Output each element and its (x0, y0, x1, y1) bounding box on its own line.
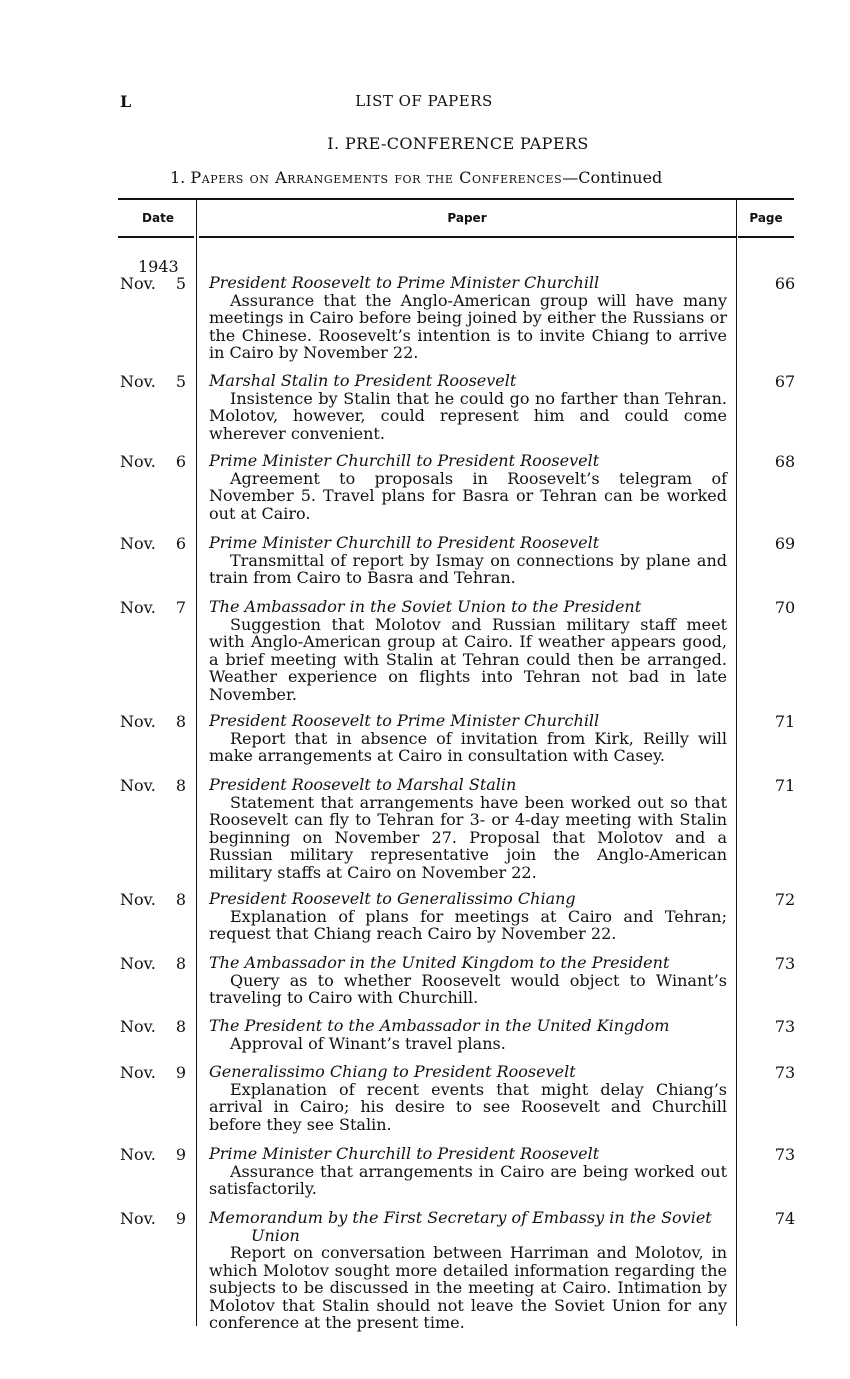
entry-date (120, 1017, 186, 1036)
page-folio: L (120, 92, 132, 111)
entry-date (120, 598, 186, 617)
entry-page-number: 73 (774, 1145, 796, 1164)
entry-paper (209, 1017, 727, 1052)
entry-date (120, 1063, 186, 1082)
entry-month: Nov. (120, 712, 156, 731)
entry-summary: Transmittal of report by Ismay on connections by plane and train from Cairo to Basra and Tehran. (209, 550, 727, 587)
header-rule-paper (199, 236, 736, 238)
entry-page-number: 71 (774, 776, 796, 795)
entry-summary: Query as to whether Roosevelt would object to Winant’s traveling to Cairo with Churchill. (209, 970, 727, 1007)
entry-page-number: 69 (774, 534, 796, 553)
entry-date (120, 1209, 186, 1228)
entry-month: Nov. (120, 776, 156, 795)
column-header-page: Page (749, 211, 783, 225)
column-divider-right (736, 200, 737, 1326)
entry-paper (209, 776, 727, 881)
entry-page-number: 73 (774, 1063, 796, 1082)
entry-month: Nov. (120, 1063, 156, 1082)
entry-summary: Approval of Winant’s travel plans. (230, 1033, 506, 1053)
entry-page-number: 72 (774, 890, 796, 909)
entry-date (120, 274, 186, 293)
table-top-rule (118, 198, 794, 200)
subsection-name: Papers on Arrangements for the Conferences (190, 168, 563, 187)
entry-title: Prime Minister Churchill to President Roosevelt (209, 533, 600, 552)
column-header-paper: Paper (447, 211, 487, 225)
entry-title: The Ambassador in the Soviet Union to the President (209, 597, 642, 616)
entry-title: The Ambassador in the United Kingdom to the President (209, 953, 670, 972)
entry-summary: Statement that arrangements have been worked out so that Roosevelt can fly to Tehran for 3- or 4-day meeting with Stalin beginning on November 27. Proposal that Molotov and a Russian military representative join the Anglo-American military staffs at Cairo on November 22. (209, 792, 727, 882)
entry-month: Nov. (120, 1017, 156, 1036)
entry-day: 6 (175, 452, 186, 471)
entry-title: President Roosevelt to Prime Minister Churchill (209, 273, 600, 292)
entry-day: 9 (175, 1209, 186, 1228)
entry-month: Nov. (120, 890, 156, 909)
header-rule-page (738, 236, 794, 238)
entry-day: 8 (175, 890, 186, 909)
entry-summary: Report that in absence of invitation from Kirk, Reilly will make arrangements at Cairo in consultation with Casey. (209, 728, 727, 765)
entry-paper (209, 712, 727, 765)
entry-title: Generalissimo Chiang to President Roosevelt (209, 1062, 576, 1081)
entry-paper (209, 890, 727, 943)
entry-date (120, 776, 186, 795)
entry-paper (209, 372, 727, 442)
entry-page-number: 71 (774, 712, 796, 731)
entry-day: 8 (175, 712, 186, 731)
entry-page-number: 74 (774, 1209, 796, 1228)
entry-paper (209, 1209, 727, 1332)
entry-paper (209, 954, 727, 1007)
entry-month: Nov. (120, 598, 156, 617)
entry-month: Nov. (120, 1209, 156, 1228)
entry-page-number: 68 (774, 452, 796, 471)
entry-title: Memorandum by the First Secretary of Embassy in the Soviet (209, 1208, 712, 1227)
entry-day: 9 (175, 1145, 186, 1164)
subsection-suffix: —Continued (562, 168, 663, 187)
entry-title-continued: Union (251, 1225, 300, 1245)
entry-paper (209, 452, 727, 522)
entry-day: 7 (175, 598, 186, 617)
entry-date (120, 712, 186, 731)
entry-paper (209, 1063, 727, 1133)
entry-summary: Assurance that the Anglo-American group will have many meetings in Cairo before being joined by either the Russians or the Chinese. Roosevelt’s intention is to invite Chiang to arrive in Cairo by November 22. (209, 290, 727, 362)
entry-paper (209, 274, 727, 362)
entry-month: Nov. (120, 954, 156, 973)
entry-title: Marshal Stalin to President Roosevelt (209, 371, 517, 390)
header-rule-date (118, 236, 194, 238)
entry-date (120, 954, 186, 973)
entry-day: 8 (175, 776, 186, 795)
entry-page-number: 70 (774, 598, 796, 617)
entry-day: 8 (175, 1017, 186, 1036)
entry-date (120, 890, 186, 909)
column-header-date: Date (142, 211, 174, 225)
entry-day: 5 (175, 372, 186, 391)
entry-page-number: 73 (774, 1017, 796, 1036)
entry-month: Nov. (120, 274, 156, 293)
running-head-title: LIST OF PAPERS (355, 92, 493, 110)
entry-date (120, 372, 186, 391)
entry-summary: Insistence by Stalin that he could go no farther than Tehran. Molotov, however, could represent him and could come wherever convenient. (209, 388, 727, 443)
subsection-title (170, 168, 662, 187)
entry-title: Prime Minister Churchill to President Roosevelt (209, 451, 600, 470)
entry-day: 9 (175, 1063, 186, 1082)
entry-summary: Assurance that arrangements in Cairo are being worked out satisfactorily. (209, 1161, 727, 1198)
entry-title: The President to the Ambassador in the United Kingdom (209, 1016, 670, 1035)
entry-date (120, 452, 186, 471)
subsection-number: 1. (170, 168, 186, 187)
entry-day: 6 (175, 534, 186, 553)
entry-title: President Roosevelt to Marshal Stalin (209, 775, 517, 794)
entry-month: Nov. (120, 372, 156, 391)
entry-title: Prime Minister Churchill to President Roosevelt (209, 1144, 600, 1163)
running-head (120, 92, 728, 114)
entry-month: Nov. (120, 1145, 156, 1164)
entry-title: President Roosevelt to Prime Minister Churchill (209, 711, 600, 730)
column-divider-left (196, 200, 197, 1326)
entry-date (120, 1145, 186, 1164)
entry-title: President Roosevelt to Generalissimo Chiang (209, 889, 576, 908)
entry-summary: Explanation of plans for meetings at Cairo and Tehran; request that Chiang reach Cairo by November 22. (209, 906, 727, 943)
entry-summary: Report on conversation between Harriman and Molotov, in which Molotov sought more detailed information regarding the subjects to be discussed in the meeting at Cairo. Intimation by Molotov that Stalin should not leave the Soviet Union for any conference at the present time. (209, 1243, 727, 1332)
entry-day: 8 (175, 954, 186, 973)
entry-summary: Agreement to proposals in Roosevelt’s telegram of November 5. Travel plans for Basra or Tehran can be worked out at Cairo. (209, 468, 727, 523)
year-label: 1943 (138, 257, 179, 276)
section-title: I. PRE-CONFERENCE PAPERS (327, 134, 589, 153)
entry-paper (209, 598, 727, 703)
entry-summary: Suggestion that Molotov and Russian military staff meet with Anglo-American group at Cairo. If weather appears good, a brief meeting with Stalin at Tehran could then be arranged. Weather experience on flights into Tehran not bad in late November. (209, 614, 727, 704)
entry-paper (209, 1145, 727, 1198)
entry-month: Nov. (120, 534, 156, 553)
entry-month: Nov. (120, 452, 156, 471)
entry-date (120, 534, 186, 553)
entry-page-number: 66 (774, 274, 796, 293)
entry-page-number: 67 (774, 372, 796, 391)
entry-page-number: 73 (774, 954, 796, 973)
entry-summary: Explanation of recent events that might delay Chiang’s arrival in Cairo; his desire to see Roosevelt and Churchill before they see Stalin. (209, 1079, 727, 1134)
entry-paper (209, 534, 727, 587)
entry-day: 5 (175, 274, 186, 293)
